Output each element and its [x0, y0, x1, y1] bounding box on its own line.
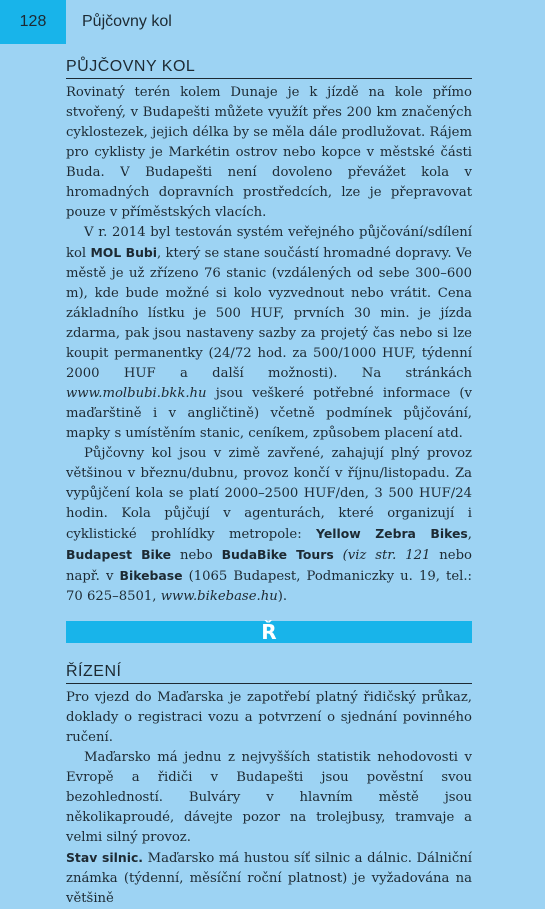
- paragraph-text: , který se stane součástí hromadné dopravy. Ve městě je už zřízeno 76 stanic (vzdálených od sebe 300–600 m), kde bude možné si kolo vyzvednout nebo vrátit. Cena základního lístku je 500 HUF, prvních 30 min. je jízda zdarma, pak jsou nastaveny sazby za projetý čas nebo si lze koupit permanentky (24/72 hod. za 500/1000 HUF, týdenní 2000 HUF a další možnosti). Na stránkách: [66, 246, 472, 381]
- paragraph-text: jsou veškeré potřebné informace (v maďarštině i v angličtině) včetně podmínek půjčování, mapky s umístěním stanic, ceníkem, způsobem placení atd.: [66, 386, 472, 441]
- page-header: [0, 0, 545, 44]
- paragraph-text: nebo: [171, 548, 222, 563]
- paragraph: [66, 83, 472, 223]
- paragraph: [66, 223, 472, 444]
- paragraph-text: (1065 Budapest, Podmaniczky u. 19, tel.: 70 625–8501,: [66, 569, 472, 604]
- bold-name: Bikebase: [119, 568, 183, 583]
- page-content: [66, 58, 472, 909]
- paragraph-text: Pro vjezd do Maďarska je zapotřebí platný řidičský průkaz, doklady o registraci vozu a potvrzení o sjednání povinného ručení.: [66, 690, 472, 745]
- paragraph-text: [334, 548, 343, 563]
- bold-name: Budapest Bike: [66, 547, 172, 562]
- bold-name: BudaBike Tours: [221, 547, 334, 562]
- paragraph: [66, 748, 472, 848]
- paragraph-text: Maďarsko má hustou síť silnic a dálnic. Dálniční známka (týdenní, měsíční roční platnost) je vyžadována na většině: [66, 851, 473, 906]
- paragraph-text: Rovinatý terén kolem Dunaje je k jízdě na kole přímo stvořený, v Budapešti můžete využít přes 200 km značených cyklostezek, jejich délka by se měla dále prodlužovat. Rájem pro cyklisty je Markétin ostrov nebo kopce v městské části Buda. V Budapešti není dovoleno převážet kola v hromadných dopravních prostředcích, lze je přepravovat pouze v příměstských vlacích.: [66, 85, 472, 220]
- paragraph-text: V r. 2014 byl testován systém veřejného půjčování/sdílení kol: [66, 225, 472, 261]
- running-title: Půjčovny kol: [82, 13, 172, 30]
- section-heading-pujcovny: PŮJČOVNY KOL: [66, 58, 472, 79]
- web-link[interactable]: www.molbubi.bkk.hu: [66, 386, 207, 401]
- paragraph: [66, 444, 472, 607]
- page-number: 128: [0, 0, 66, 44]
- paragraph-text: Půjčovny kol jsou v zimě zavřené, zahajují plný provoz většinou v březnu/dubnu, provoz končí v říjnu/listopadu. Za vypůjčení kola se platí 2000–2500 HUF/den, 3 500 HUF/24 hodin. Kola půjčují v agenturách, které organizují i cyklistické prohlídky metropole:: [66, 446, 472, 542]
- paragraph-text: ).: [277, 589, 288, 604]
- paragraph-text: ,: [467, 527, 472, 542]
- paragraph-text: Maďarsko má jednu z nejvyšších statistik nehodovosti v Evropě a řidiči v Budapešti jsou pověstní svou bezohledností. Bulváry v hlavním městě jsou několikaproudé, dávejte pozor na trolejbusy, tramvaje a velmi silný provoz.: [66, 750, 472, 845]
- bold-lead-in: Stav silnic.: [66, 850, 143, 865]
- paragraph: [66, 848, 472, 909]
- bold-name: MOL Bubi: [90, 245, 158, 260]
- paragraph: [66, 688, 472, 748]
- alphabet-letter-bar: Ř: [66, 621, 472, 643]
- bold-name: Yellow Zebra Bikes: [316, 526, 468, 541]
- paragraph-text: nebo např. v: [66, 548, 472, 584]
- cross-reference: (viz str. 121: [342, 548, 431, 563]
- web-link[interactable]: www.bikebase.hu: [160, 589, 278, 604]
- section-heading-rizeni: ŘÍZENÍ: [66, 663, 472, 684]
